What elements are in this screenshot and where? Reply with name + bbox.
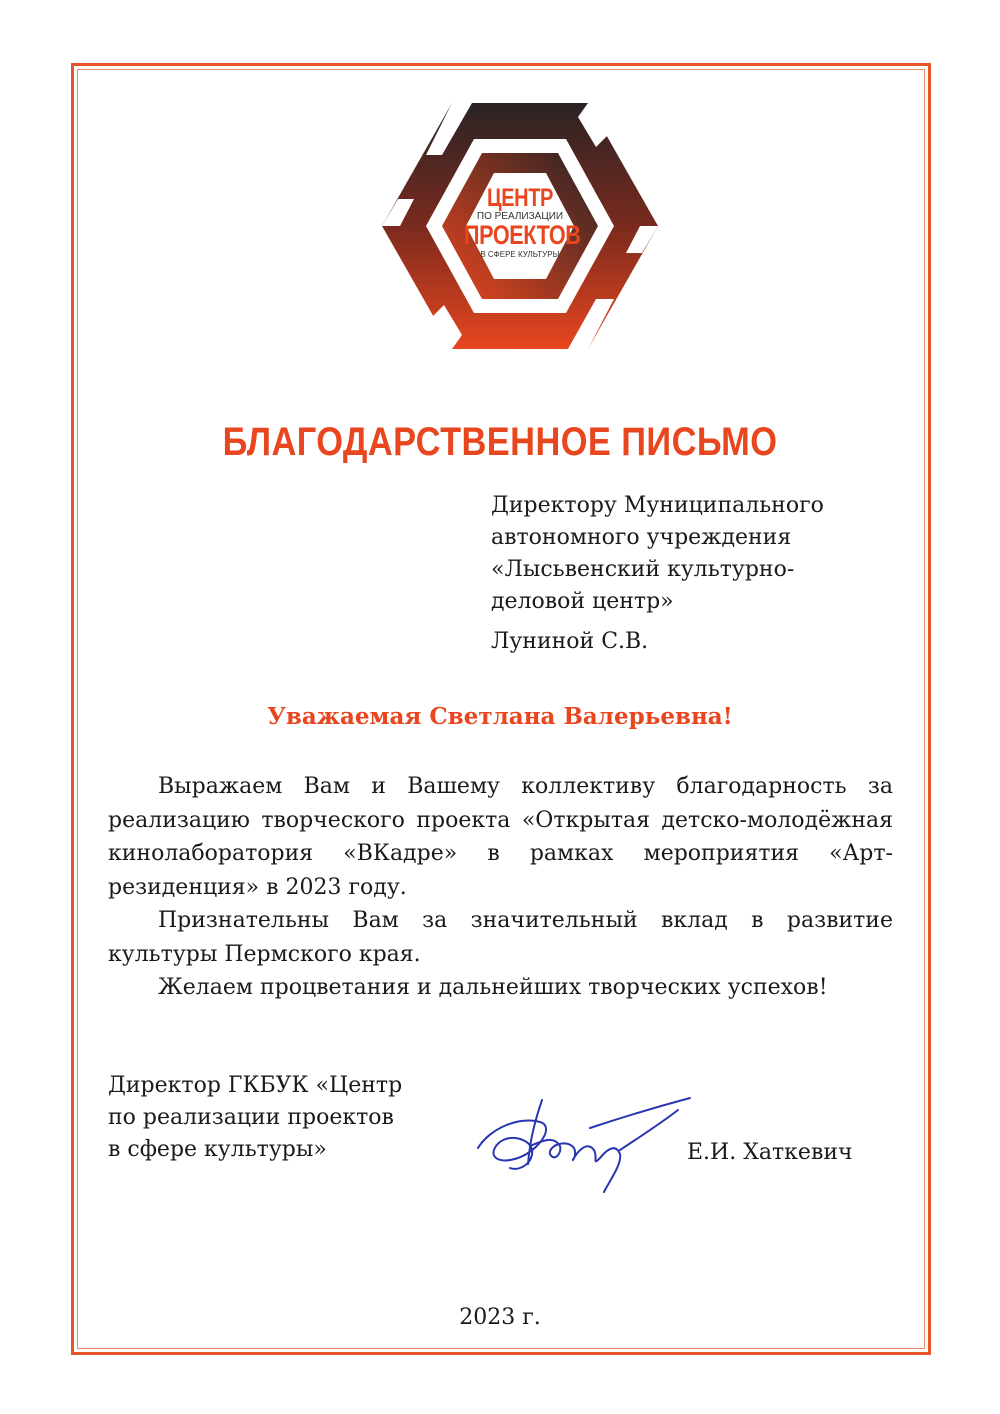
addressee-line: Директору Муниципального <box>491 493 824 518</box>
document-title: БЛАГОДАРСТВЕННОЕ ПИСЬМО <box>222 420 778 464</box>
handwritten-signature-icon <box>470 1088 700 1198</box>
document-date: 2023 г. <box>459 1305 541 1330</box>
body-paragraph: Выражаем Вам и Вашему коллективу благодарность за реализацию творческого проекта «Открытая детско-молодёжная кинолаборатория «ВКадре» в рамках мероприятия «Арт-резиденция» в 2023 году. <box>108 774 893 900</box>
signer-name: Е.И. Хаткевич <box>687 1140 853 1165</box>
addressee-name: Луниной С.В. <box>491 629 649 654</box>
addressee-line: «Лысьвенский культурно- <box>491 557 795 582</box>
addressee-block <box>491 490 911 618</box>
signer-line: в сфере культуры» <box>108 1137 327 1162</box>
logo-line-v-sfere: В СФЕРЕ КУЛЬТУРЫ <box>480 250 560 259</box>
logo-line-proektov: ПРОЕКТОВ <box>464 220 581 250</box>
logo-text <box>450 186 590 259</box>
signer-line: по реализации проектов <box>108 1105 394 1130</box>
logo-line-po-realizacii: ПО РЕАЛИЗАЦИИ <box>476 211 564 222</box>
body-paragraph: Признательны Вам за значительный вклад в развитие культуры Пермского края. <box>108 908 893 967</box>
addressee-line: деловой центр» <box>491 589 674 614</box>
signer-line: Директор ГКБУК «Центр <box>108 1073 403 1098</box>
body-paragraph: Желаем процветания и дальнейших творческих успехов! <box>158 975 828 1000</box>
logo-line-centr: ЦЕНТР <box>487 184 553 212</box>
addressee-line: автономного учреждения <box>491 525 792 550</box>
greeting: Уважаемая Светлана Валерьевна! <box>267 703 733 730</box>
letter-body <box>108 770 893 1005</box>
signer-block <box>108 1070 448 1166</box>
